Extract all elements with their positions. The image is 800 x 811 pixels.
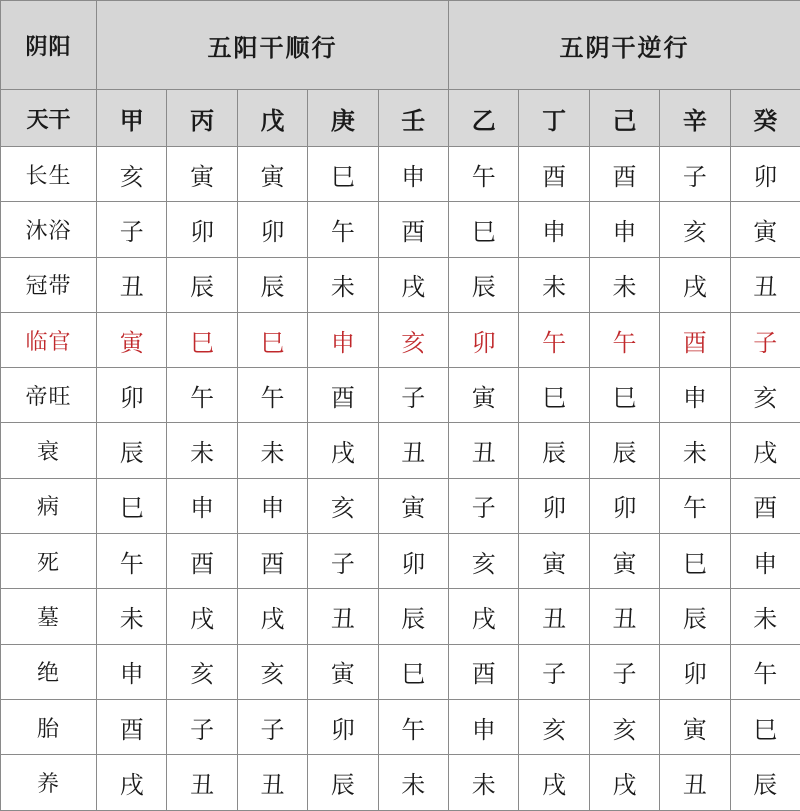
branch-cell: 卯 — [167, 202, 237, 257]
branch-cell: 未 — [519, 257, 589, 312]
stage-label: 衰 — [1, 423, 97, 478]
branch-cell: 子 — [589, 644, 659, 699]
stage-label: 胎 — [1, 699, 97, 754]
branch-cell: 申 — [730, 534, 800, 589]
branch-cell: 酉 — [237, 534, 307, 589]
branch-cell: 酉 — [730, 478, 800, 533]
branch-cell: 子 — [237, 699, 307, 754]
stage-row — [1, 699, 800, 754]
branch-cell: 戌 — [519, 755, 589, 810]
branch-cell: 卯 — [97, 368, 167, 423]
branch-cell: 寅 — [167, 147, 237, 202]
branch-cell: 子 — [167, 699, 237, 754]
branch-cell: 亥 — [660, 202, 730, 257]
branch-cell: 巳 — [97, 478, 167, 533]
branch-cell: 午 — [378, 699, 448, 754]
stage-row — [1, 423, 800, 478]
branch-cell: 戌 — [660, 257, 730, 312]
branch-cell: 辰 — [660, 589, 730, 644]
branch-cell: 午 — [237, 368, 307, 423]
stem-header: 戊 — [237, 90, 307, 147]
branch-cell: 卯 — [237, 202, 307, 257]
stage-label: 养 — [1, 755, 97, 810]
branch-cell: 申 — [660, 368, 730, 423]
branch-cell: 寅 — [519, 534, 589, 589]
stage-label: 帝旺 — [1, 368, 97, 423]
branch-cell: 申 — [589, 202, 659, 257]
branch-cell: 巳 — [167, 312, 237, 367]
branch-cell: 子 — [519, 644, 589, 699]
stage-row — [1, 312, 800, 367]
branch-cell: 丑 — [97, 257, 167, 312]
stage-rows — [1, 147, 800, 811]
stem-header: 己 — [589, 90, 659, 147]
branch-cell: 卯 — [308, 699, 378, 754]
branch-cell: 亥 — [237, 644, 307, 699]
stem-header: 丁 — [519, 90, 589, 147]
stage-label: 长生 — [1, 147, 97, 202]
branch-cell: 申 — [519, 202, 589, 257]
branch-cell: 巳 — [237, 312, 307, 367]
branch-cell: 丑 — [730, 257, 800, 312]
branch-cell: 申 — [449, 699, 519, 754]
branch-cell: 申 — [237, 478, 307, 533]
branch-cell: 戌 — [97, 755, 167, 810]
stage-label: 死 — [1, 534, 97, 589]
branch-cell: 巳 — [308, 147, 378, 202]
branch-cell: 未 — [449, 755, 519, 810]
branch-cell: 丑 — [308, 589, 378, 644]
branch-cell: 午 — [167, 368, 237, 423]
branch-cell: 卯 — [449, 312, 519, 367]
branch-cell: 申 — [97, 644, 167, 699]
branch-cell: 午 — [308, 202, 378, 257]
branch-cell: 亥 — [449, 534, 519, 589]
branch-cell: 未 — [730, 589, 800, 644]
yinyang-header: 阴阳 — [1, 1, 97, 90]
branch-cell: 寅 — [237, 147, 307, 202]
stage-row — [1, 147, 800, 202]
branch-cell: 亥 — [589, 699, 659, 754]
branch-cell: 丑 — [519, 589, 589, 644]
stage-label: 墓 — [1, 589, 97, 644]
branch-cell: 戌 — [237, 589, 307, 644]
branch-cell: 寅 — [730, 202, 800, 257]
branch-cell: 未 — [660, 423, 730, 478]
branch-cell: 辰 — [237, 257, 307, 312]
stem-header: 乙 — [449, 90, 519, 147]
branch-cell: 卯 — [589, 478, 659, 533]
branch-cell: 卯 — [660, 644, 730, 699]
branch-cell: 子 — [660, 147, 730, 202]
stem-header: 癸 — [730, 90, 800, 147]
branch-cell: 卯 — [378, 534, 448, 589]
branch-cell: 辰 — [730, 755, 800, 810]
branch-cell: 辰 — [378, 589, 448, 644]
branch-cell: 未 — [378, 755, 448, 810]
stage-row — [1, 534, 800, 589]
branch-cell: 午 — [660, 478, 730, 533]
branch-cell: 未 — [589, 257, 659, 312]
branch-cell: 亥 — [97, 147, 167, 202]
yang-stems-group-header: 五阳干顺行 — [97, 1, 449, 90]
stage-label: 临官 — [1, 312, 97, 367]
branch-cell: 酉 — [167, 534, 237, 589]
branch-cell: 寅 — [308, 644, 378, 699]
branch-cell: 子 — [449, 478, 519, 533]
stage-label: 病 — [1, 478, 97, 533]
branch-cell: 卯 — [730, 147, 800, 202]
branch-cell: 申 — [378, 147, 448, 202]
branch-cell: 未 — [237, 423, 307, 478]
branch-cell: 子 — [378, 368, 448, 423]
branch-cell: 巳 — [378, 644, 448, 699]
branch-cell: 辰 — [449, 257, 519, 312]
branch-cell: 寅 — [660, 699, 730, 754]
branch-cell: 未 — [308, 257, 378, 312]
branch-cell: 午 — [449, 147, 519, 202]
branch-cell: 巳 — [660, 534, 730, 589]
branch-cell: 辰 — [97, 423, 167, 478]
branch-cell: 酉 — [449, 644, 519, 699]
stage-label: 绝 — [1, 644, 97, 699]
branch-cell: 亥 — [378, 312, 448, 367]
branch-cell: 辰 — [308, 755, 378, 810]
yin-stems-group-header: 五阴干逆行 — [449, 1, 800, 90]
branch-cell: 寅 — [97, 312, 167, 367]
branch-cell: 巳 — [519, 368, 589, 423]
stage-row — [1, 478, 800, 533]
stage-row — [1, 257, 800, 312]
branch-cell: 午 — [730, 644, 800, 699]
branch-cell: 午 — [589, 312, 659, 367]
stem-header: 壬 — [378, 90, 448, 147]
stems-header-row — [1, 90, 800, 147]
branch-cell: 巳 — [449, 202, 519, 257]
branch-cell: 寅 — [378, 478, 448, 533]
branch-cell: 戌 — [308, 423, 378, 478]
group-header-row — [1, 1, 800, 90]
stage-label: 沐浴 — [1, 202, 97, 257]
branch-cell: 酉 — [97, 699, 167, 754]
stage-row — [1, 755, 800, 810]
stem-header: 甲 — [97, 90, 167, 147]
branch-cell: 申 — [308, 312, 378, 367]
branch-cell: 巳 — [589, 368, 659, 423]
branch-cell: 丑 — [660, 755, 730, 810]
branch-cell: 辰 — [167, 257, 237, 312]
branch-cell: 亥 — [167, 644, 237, 699]
branch-cell: 辰 — [519, 423, 589, 478]
stage-row — [1, 644, 800, 699]
branch-cell: 戌 — [589, 755, 659, 810]
stage-label: 冠带 — [1, 257, 97, 312]
branch-cell: 亥 — [308, 478, 378, 533]
branch-cell: 巳 — [730, 699, 800, 754]
branch-cell: 酉 — [660, 312, 730, 367]
branch-cell: 丑 — [589, 589, 659, 644]
branch-cell: 申 — [167, 478, 237, 533]
branch-cell: 丑 — [449, 423, 519, 478]
stage-row — [1, 202, 800, 257]
branch-cell: 子 — [730, 312, 800, 367]
branch-cell: 戌 — [730, 423, 800, 478]
branch-cell: 酉 — [378, 202, 448, 257]
branch-cell: 未 — [167, 423, 237, 478]
branch-cell: 亥 — [519, 699, 589, 754]
branch-cell: 戌 — [449, 589, 519, 644]
branch-cell: 戌 — [167, 589, 237, 644]
branch-cell: 子 — [97, 202, 167, 257]
branch-cell: 午 — [97, 534, 167, 589]
stage-row — [1, 589, 800, 644]
stem-header: 庚 — [308, 90, 378, 147]
stage-row — [1, 368, 800, 423]
branch-cell: 酉 — [308, 368, 378, 423]
branch-cell: 未 — [97, 589, 167, 644]
branch-cell: 丑 — [237, 755, 307, 810]
branch-cell: 卯 — [519, 478, 589, 533]
branch-cell: 亥 — [730, 368, 800, 423]
stems-label-header: 天干 — [1, 90, 97, 147]
stem-header: 丙 — [167, 90, 237, 147]
branch-cell: 酉 — [519, 147, 589, 202]
branch-cell: 午 — [519, 312, 589, 367]
branch-cell: 子 — [308, 534, 378, 589]
branch-cell: 寅 — [449, 368, 519, 423]
stem-header: 辛 — [660, 90, 730, 147]
branch-cell: 戌 — [378, 257, 448, 312]
branch-cell: 辰 — [589, 423, 659, 478]
branch-cell: 寅 — [589, 534, 659, 589]
branch-cell: 酉 — [589, 147, 659, 202]
branch-cell: 丑 — [378, 423, 448, 478]
branch-cell: 丑 — [167, 755, 237, 810]
